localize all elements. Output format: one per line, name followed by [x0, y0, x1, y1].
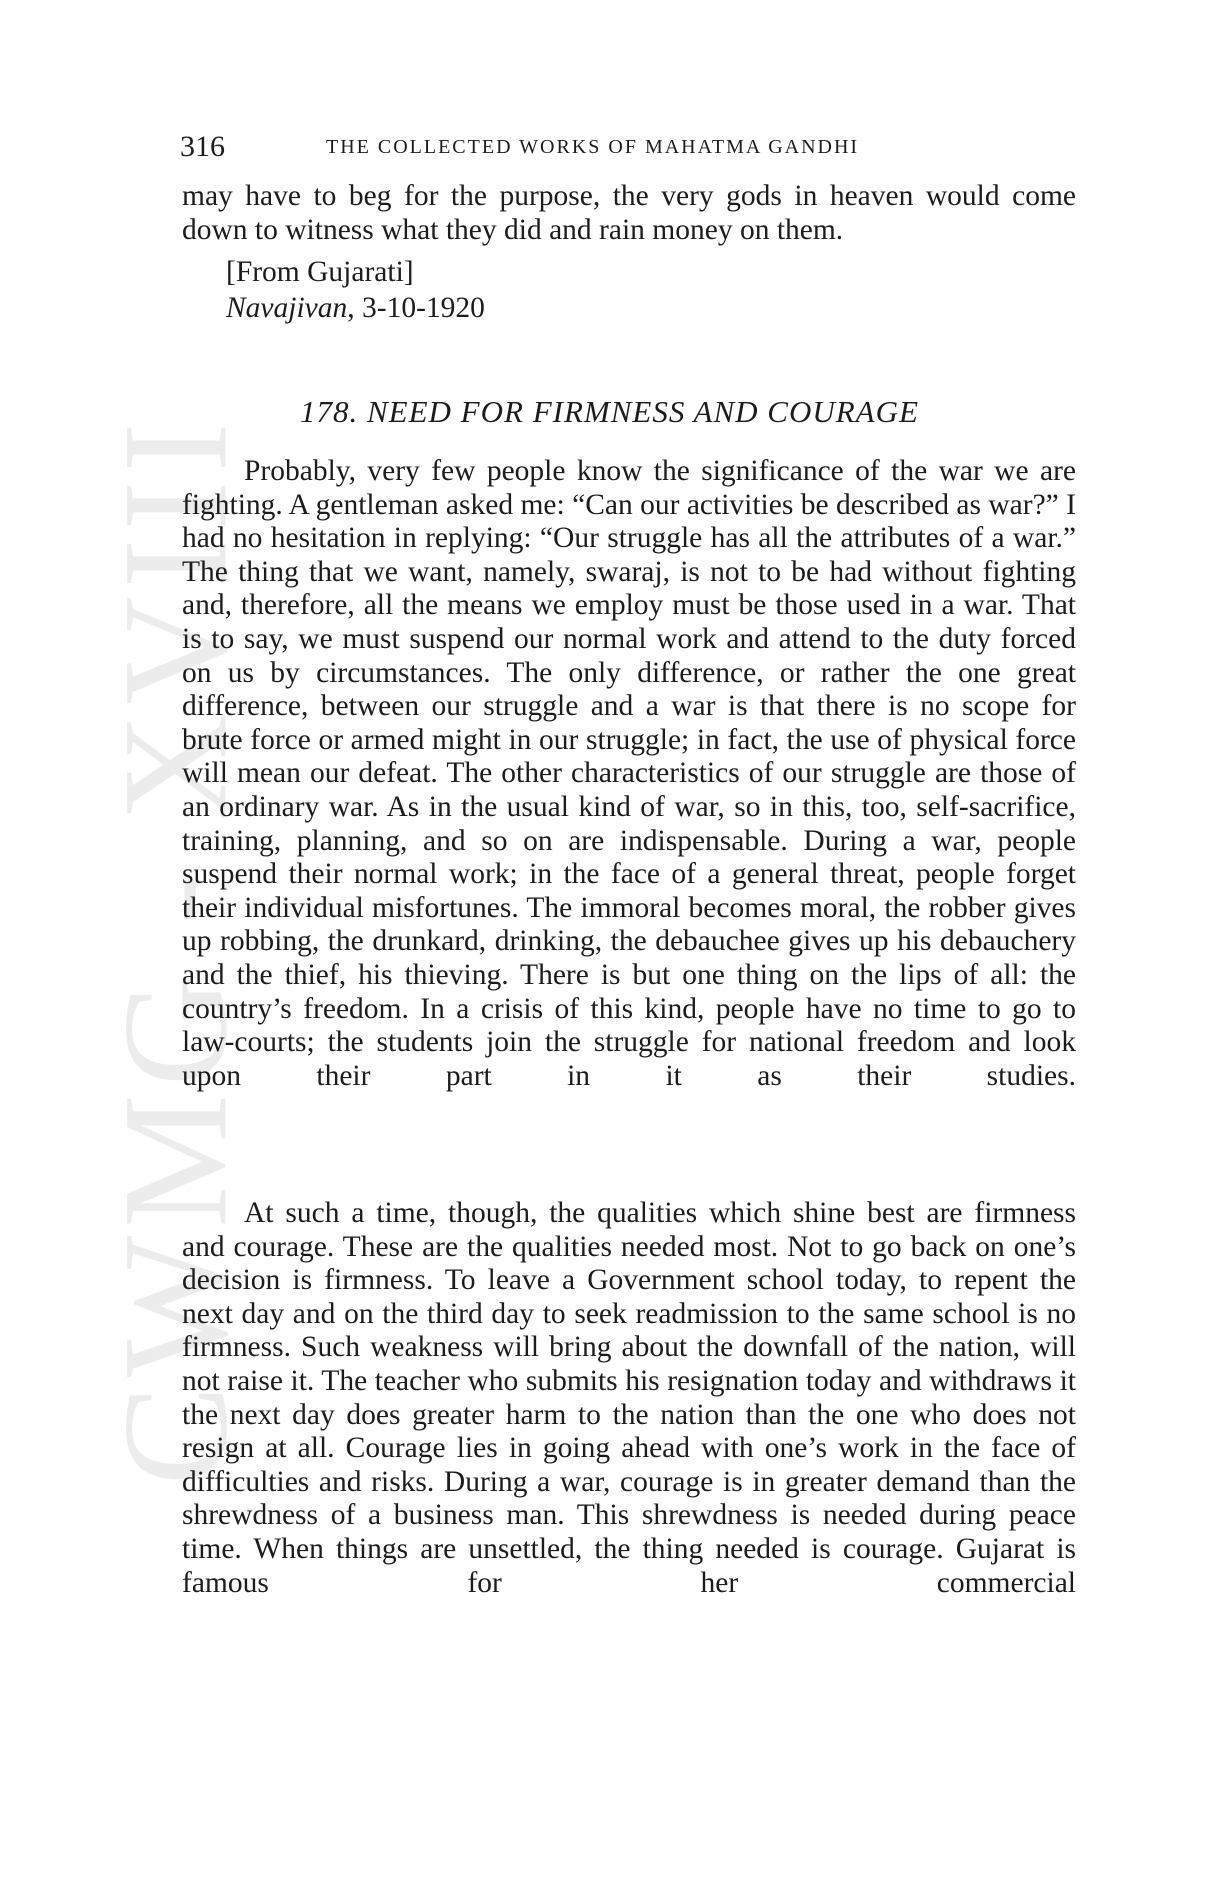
publication-name: Navajivan	[226, 292, 348, 324]
source-citation	[226, 292, 485, 325]
article-paragraph-1: Probably, very few people know the significance of the war we are fighting. A gentleman asked me: “Can our activities be described as war?” I had no hesitation in replying: “Our struggle has all the attributes of a war.” The thing that we want, namely, swaraj, is not to be had without fighting and, therefore, all the means we employ must be those used in a war. That is to say, we must suspend our normal work and attend to the duty forced on us by circumstances. The only difference, or rather the one great difference, between our struggle and a war is that there is no scope for brute force or armed might in our struggle; in fact, the use of physical force will mean our defeat. The other characteristics of our struggle are those of an ordinary war. As in the usual kind of war, so in this, too, self-sacrifice, training, planning, and so on are indispensable. During a war, people suspend their normal work; in the face of a general threat, people forget their individual misfortunes. The immoral becomes moral, the robber gives up robbing, the drunkard, drinking, the debauchee gives up his debauchery and the thief, his thieving. There is but one thing on the lips of all: the country’s freedom. In a crisis of this kind, people have no time to go to law-courts; the students join the struggle for national freedom and look upon their part in it as their studies.	[182, 455, 1076, 1092]
watermark-text: CWMG - XVIII	[92, 414, 258, 1486]
running-title: THE COLLECTED WORKS OF MAHATMA GANDHI	[326, 136, 860, 158]
article-paragraph-2: At such a time, though, the qualities which shine best are firmness and courage. These are the qualities needed most. Not to go back on one’s decision is firmness. To leave a Government school today, to repent the next day and on the third day to seek readmission to the same school is no firmness. Such weakness will bring about the downfall of the nation, will not raise it. The teacher who submits his resignation today and withdraws it the next day does greater harm to the nation than the one who does not resign at all. Courage lies in going ahead with one’s work in the face of difficulties and risks. During a war, courage is in greater demand than the shrewdness of a business man. This shrewdness is needed during peace time. When things are unsettled, the thing needed is courage. Gujarat is famous for her commercial	[182, 1197, 1076, 1599]
continuation-text: may have to beg for the purpose, the very gods in heaven would come down to witness what they did and rain money on them.	[182, 180, 1076, 246]
article-heading: 178. NEED FOR FIRMNESS AND COURAGE	[300, 394, 919, 429]
source-note: [From Gujarati]	[226, 256, 414, 288]
page-number: 316	[180, 130, 225, 163]
publication-date: , 3-10-1920	[347, 292, 485, 324]
